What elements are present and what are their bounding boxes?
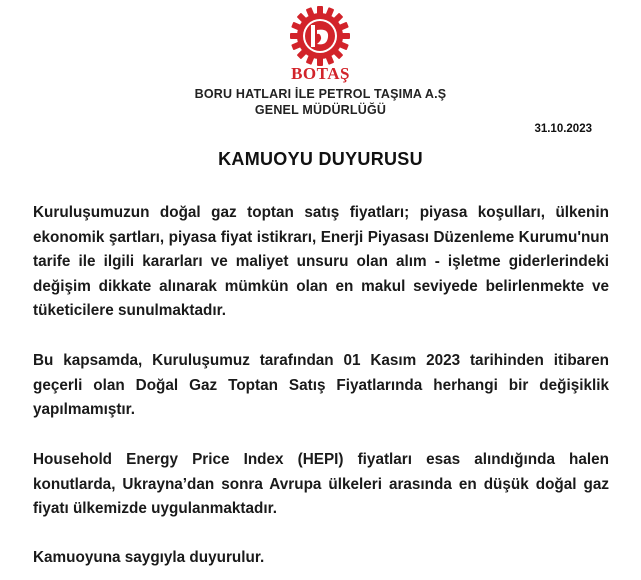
closing-line: Kamuoyuna saygıyla duyurulur. xyxy=(33,549,265,566)
paragraph-3: Household Energy Price Index (HEPI) fiyatları esas alındığında halen konutlarda, Ukrayna’dan sonra Avrupa ülkeleri arasında en düşük doğal gaz fiyatı ülkemizde uygulanmaktadır. xyxy=(33,451,609,518)
paragraph-2: Bu kapsamda, Kuruluşumuz tarafından 01 Kasım 2023 tarihinden itibaren geçerli olan Doğal Gaz Toptan Satış Fiyatlarında herhangi bir değişiklik yapılmamıştır. xyxy=(33,352,609,419)
botas-logo-icon xyxy=(290,6,350,66)
paragraph-1: Kuruluşumuzun doğal gaz toptan satış fiyatları; piyasa koşulları, ülkenin ekonomik şartları, piyasa fiyat istikrarı, Enerji Piyasası Düzenleme Kurumu'nun tarife ile ilgili kararları ve maliyet unsuru olan alım - işletme giderlerindeki değişim dikkate alınarak mümkün olan en makul seviyede belirlenmekte ve tüketicilere sunulmaktadır. xyxy=(33,204,609,320)
announcement-title: KAMUOYU DUYURUSU xyxy=(218,149,423,169)
brand-name: BOTAŞ xyxy=(291,64,350,83)
organization-subtitle: GENEL MÜDÜRLÜĞÜ xyxy=(254,103,387,117)
announcement-date: 31.10.2023 xyxy=(534,123,592,135)
organization-name: BORU HATLARI İLE PETROL TAŞIMA A.Ş xyxy=(194,87,447,101)
